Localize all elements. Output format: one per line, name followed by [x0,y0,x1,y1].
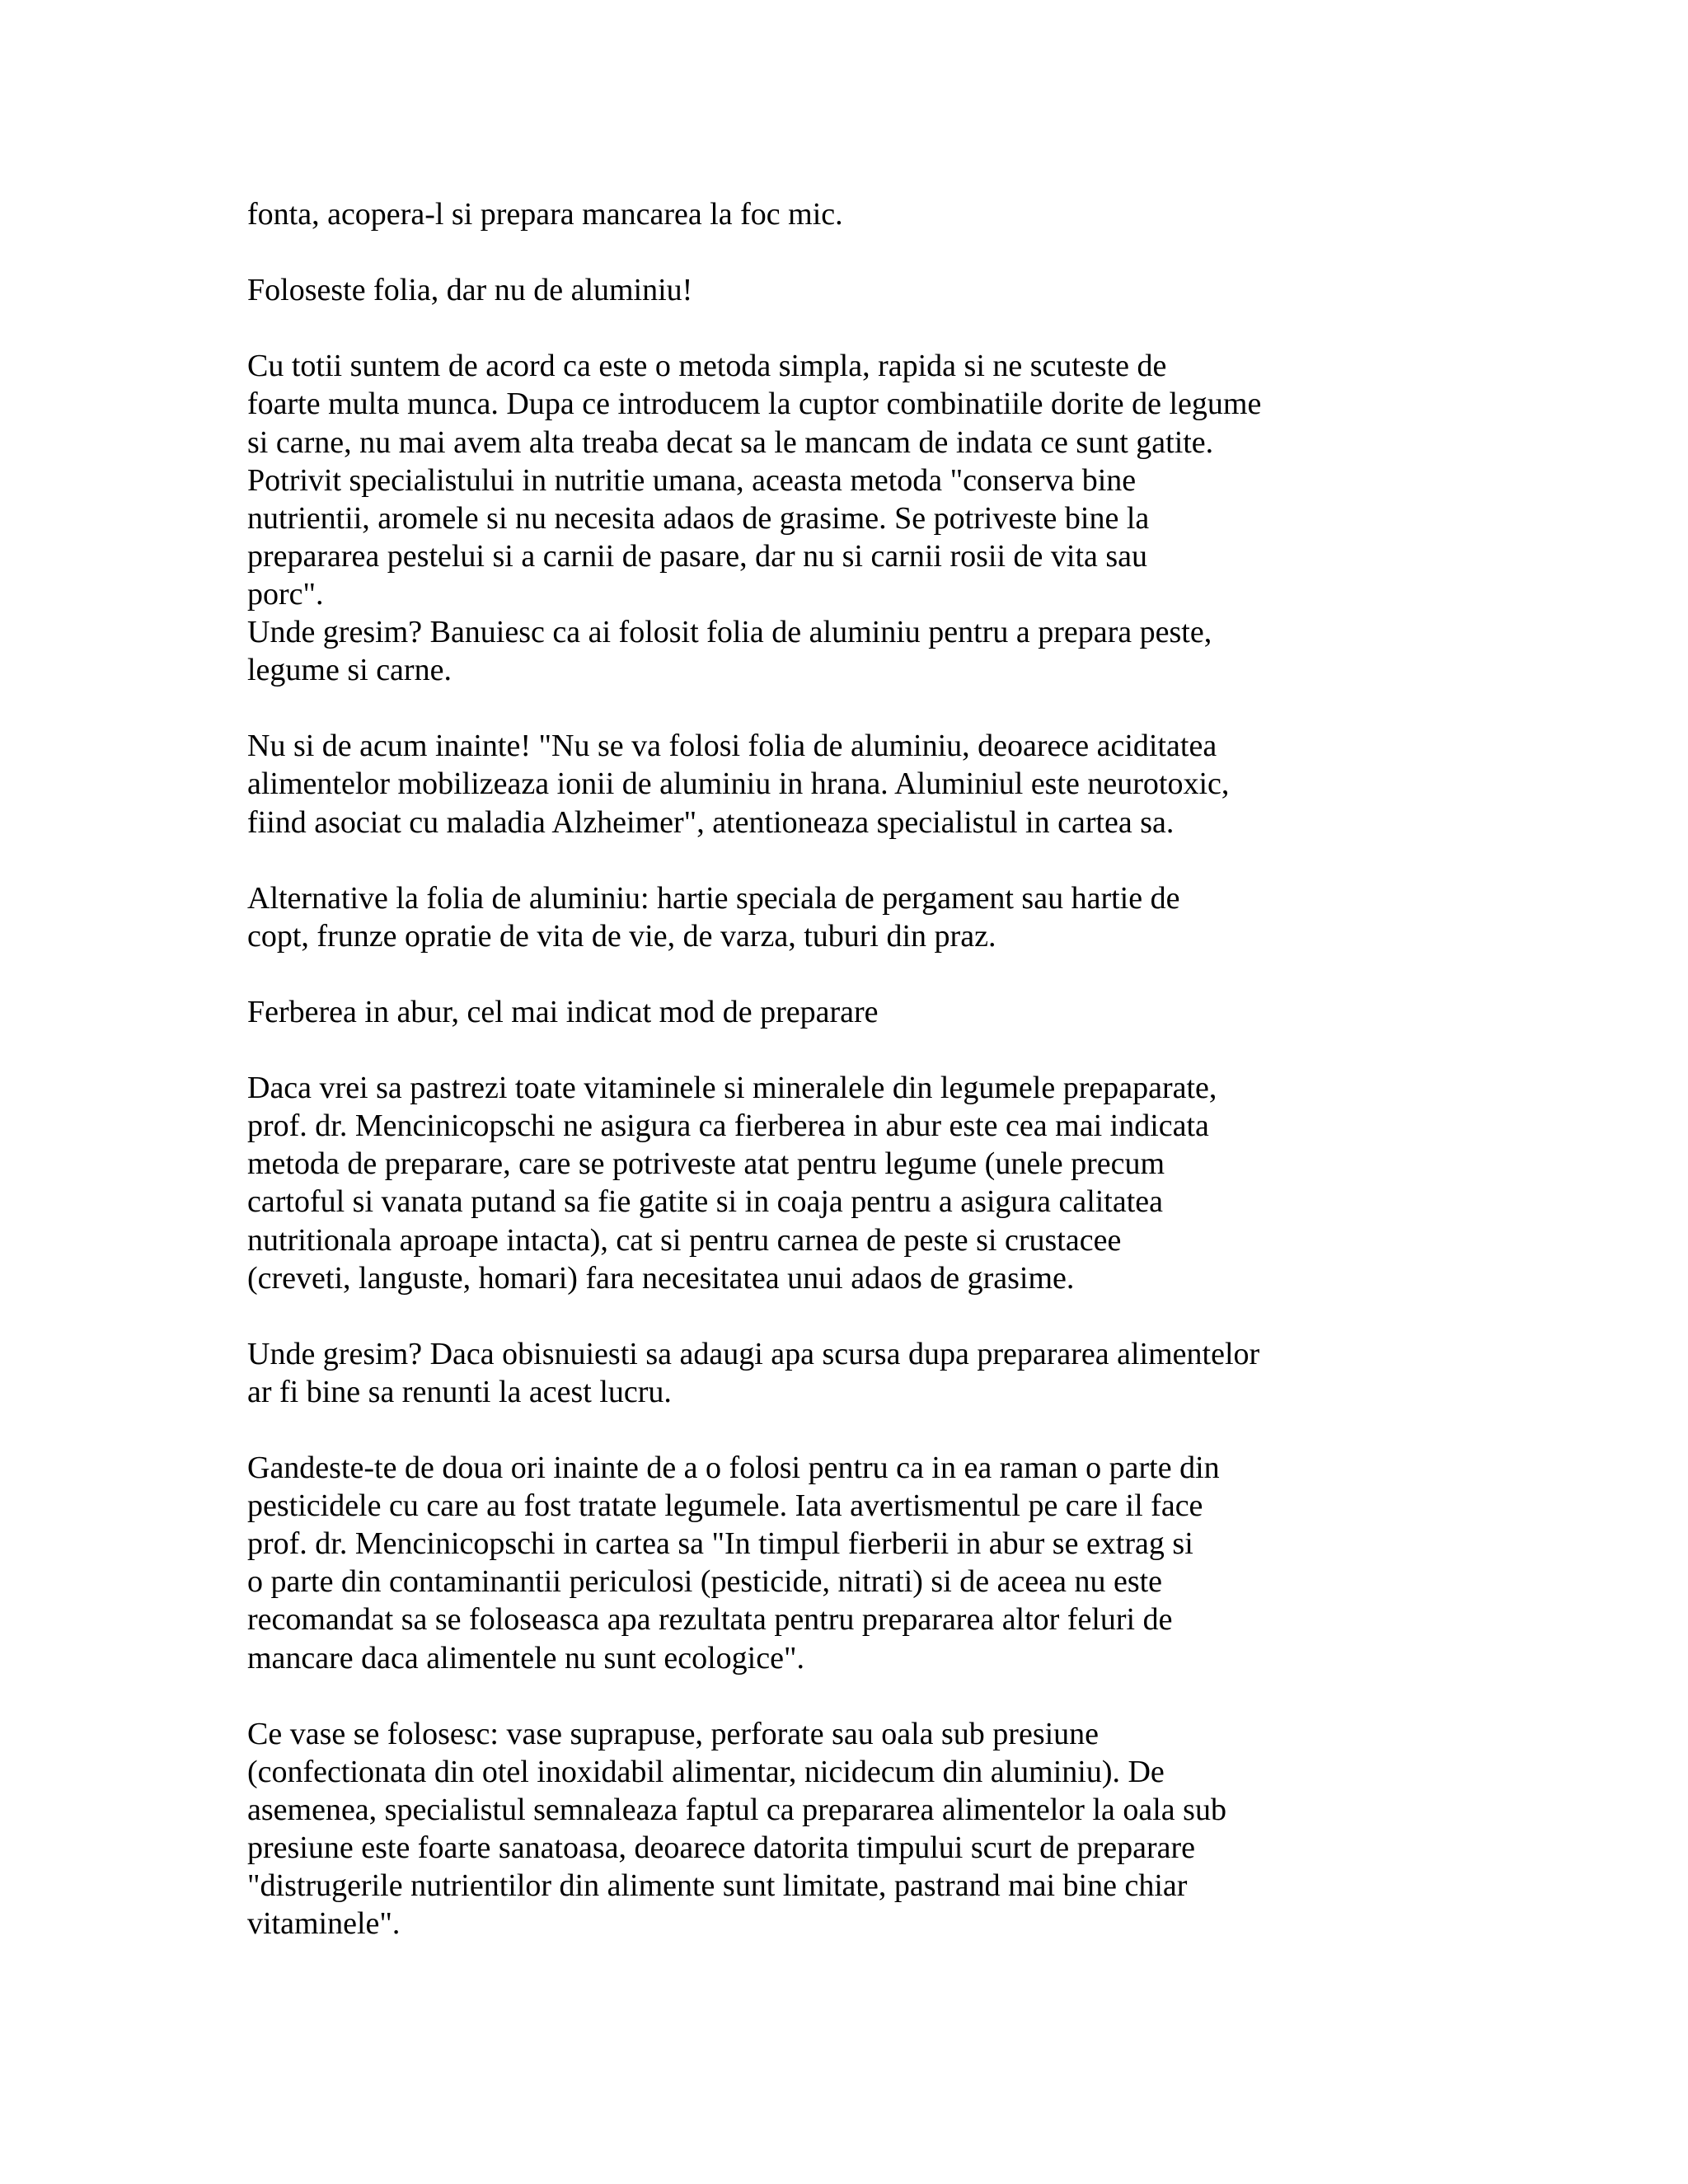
text-line: "distrugerile nutrientilor din alimente sunt limitate, pastrand mai bine chiar [247,1868,1188,1904]
text-line: copt, frunze opratie de vita de vie, de varza, tuburi din praz. [247,918,996,954]
text-line: o parte din contaminantii periculosi (pesticide, nitrati) si de aceea nu este [247,1564,1163,1600]
text-line: legume si carne. [247,653,452,688]
text-line: prepararea pestelui si a carnii de pasare, dar nu si carnii rosii de vita sau [247,538,1148,574]
text-line: mancare daca alimentele nu sunt ecologice". [247,1640,804,1675]
text-line: (confectionata din otel inoxidabil alimentar, nicidecum din aluminiu). De [247,1754,1165,1789]
text-line: foarte multa munca. Dupa ce introducem la cuptor combinatiile dorite de legume [247,387,1262,422]
text-line: Alternative la folia de aluminiu: hartie speciala de pergament sau hartie de [247,880,1180,916]
text-line: (creveti, languste, homari) fara necesitatea unui adaos de grasime. [247,1260,1075,1296]
text-line: Nu si de acum inainte! "Nu se va folosi folia de aluminiu, deoarece aciditatea [247,729,1217,764]
paragraph-foil-alternatives [247,879,1607,955]
text-line: ar fi bine sa renunti la acest lucru. [247,1374,672,1409]
text-line: fiind asociat cu maladia Alzheimer", atentioneaza specialistul in cartea sa. [247,804,1175,840]
paragraph-steaming-mistake [247,1335,1607,1411]
text-line: asemenea, specialistul semnaleaza faptul ca prepararea alimentelor la oala sub [247,1792,1226,1827]
text-line: recomandat sa se foloseasca apa rezultata pentru prepararea altor feluri de [247,1602,1173,1638]
paragraph-foil-mistake [247,613,1607,689]
text-line: vitaminele". [247,1906,401,1942]
paragraph-aluminium-warning [247,727,1607,841]
text-line: Unde gresim? Banuiesc ca ai folosit folia de aluminiu pentru a prepara peste, [247,615,1212,650]
text-line: metoda de preparare, care se potriveste atat pentru legume (unele precum [247,1146,1165,1182]
text-line: fonta, acopera-l si prepara mancarea la foc mic. [247,197,843,232]
heading-steaming [247,993,1607,1031]
text-line: si carne, nu mai avem alta treaba decat sa le mancam de indata ce sunt gatite. [247,424,1214,460]
text-line: Foloseste folia, dar nu de aluminiu! [247,273,693,308]
text-line: cartoful si vanata putand sa fie gatite si in coaja pentru a asigura calitatea [247,1184,1164,1220]
paragraph-steaming-benefits [247,1069,1607,1297]
text-line: nutrientii, aromele si nu necesita adaos de grasime. Se potriveste bine la [247,500,1150,536]
paragraph-cookware [247,1715,1607,1943]
text-line: Gandeste-te de doua ori inainte de a o folosi pentru ca in ea raman o parte din [247,1451,1220,1486]
document-body [247,195,1607,1943]
text-line: pesticidele cu care au fost tratate legumele. Iata avertismentul pe care il face [247,1488,1203,1524]
text-line: prof. dr. Mencinicopschi in cartea sa "In timpul fierberii in abur se extrag si [247,1526,1193,1562]
text-line: presiune este foarte sanatoasa, deoarece datorita timpului scurt de preparare [247,1830,1196,1866]
text-line: porc". [247,576,324,612]
paragraph-steaming-warning [247,1449,1607,1677]
heading-foil [247,271,1607,309]
text-line: Daca vrei sa pastrezi toate vitaminele si mineralele din legumele prepaparate, [247,1071,1217,1106]
text-line: Cu totii suntem de acord ca este o metoda simpla, rapida si ne scuteste de [247,349,1167,384]
text-line: Unde gresim? Daca obisnuiesti sa adaugi apa scursa dupa prepararea alimentelor [247,1336,1260,1371]
paragraph-foil-method [247,347,1607,613]
text-line: prof. dr. Mencinicopschi ne asigura ca fierberea in abur este cea mai indicata [247,1108,1209,1144]
text-line: nutritionala aproape intacta), cat si pentru carnea de peste si crustacee [247,1222,1122,1258]
text-line: alimentelor mobilizeaza ionii de aluminiu in hrana. Aluminiul este neurotoxic, [247,766,1230,802]
text-line: Ce vase se folosesc: vase suprapuse, perforate sau oala sub presiune [247,1716,1100,1751]
text-line: Potrivit specialistului in nutritie umana, aceasta metoda "conserva bine [247,462,1137,498]
text-line: Ferberea in abur, cel mai indicat mod de preparare [247,994,879,1029]
paragraph-intro-continuation [247,195,1607,233]
